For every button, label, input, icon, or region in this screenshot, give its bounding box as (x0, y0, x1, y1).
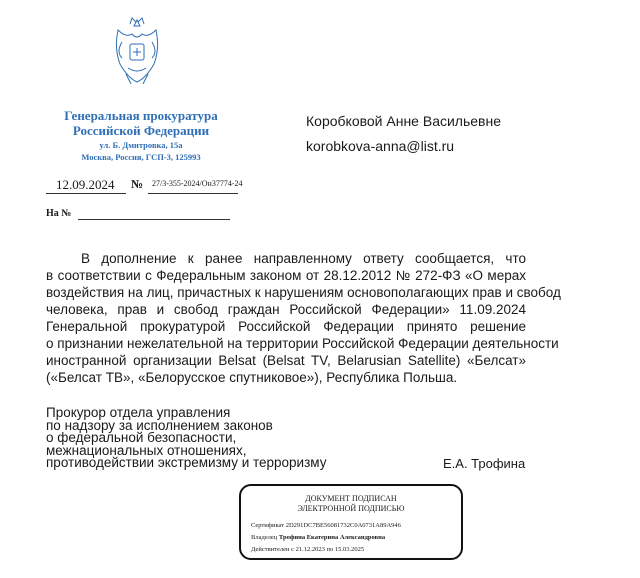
cert-value: 2D291DC7BE56081732C0A0731A89A946 (285, 522, 401, 529)
owner-label: Владелец (251, 534, 278, 541)
reply-to-underline (78, 219, 230, 220)
number-underline (148, 193, 238, 194)
recipient-email: korobkova-anna@list.ru (306, 138, 455, 154)
stamp-validity-row (251, 546, 364, 553)
recipient-name: Коробковой Анне Васильевне (306, 113, 502, 129)
position-line: противодействии экстремизму и терроризму (46, 455, 327, 470)
issuer-organization (56, 108, 226, 138)
stamp-title-line1: ДОКУМЕНТ ПОДПИСАН (305, 494, 397, 503)
valid-from: 21.12.2023 (295, 546, 325, 553)
position-line: о федеральной безопасности, (46, 430, 237, 445)
body-line: в соответствии с Федеральным законом от 28.12.2012 № 272-ФЗ «О мерах (46, 268, 526, 283)
signer-name: Е.А. Трофина (443, 456, 526, 471)
owner-value: Трофина Екатерина Александровна (278, 534, 386, 541)
letter-body (46, 250, 561, 386)
position-line: по надзору за исполнением законов (46, 417, 273, 433)
body-line: иностранной организации Belsat (Belsat TV, Belarusian Satellite) «Белсат» (46, 353, 526, 368)
position-line: межнациональных отношениях, (46, 442, 247, 458)
valid-label: Действителен (251, 546, 290, 553)
document-date: 12.09.2024 (56, 177, 115, 192)
date-underline (46, 193, 126, 194)
valid-to: 15.03.2025 (334, 546, 365, 553)
russian-coat-of-arms-icon (108, 12, 166, 96)
body-line: о признании нежелательной на территории Российской Федерации деятельности (46, 336, 559, 351)
reply-to-label: На № (46, 208, 72, 219)
cert-label: Сертификат (251, 522, 285, 529)
body-line: воздействия на лиц, причастных к нарушениям основополагающих прав и свобод (46, 285, 561, 300)
electronic-signature-stamp (239, 484, 463, 560)
issuer-address-line1: ул. Б. Дмитровка, 15а (99, 140, 183, 150)
outgoing-number: 27/3-355-2024/Он37774-24 (152, 179, 243, 188)
body-line: В дополнение к ранее направленному ответу сообщается, что (81, 251, 526, 266)
body-line: человека, прав и свобод граждан Российской Федерации» 11.09.2024 (46, 302, 526, 317)
valid-to-word: по (326, 546, 334, 553)
issuer-address-line2: Москва, Россия, ГСП-3, 125993 (81, 152, 201, 162)
stamp-certificate-row (251, 522, 401, 529)
valid-from-word: с (291, 546, 294, 553)
stamp-title-line2: ЭЛЕКТРОННОЙ ПОДПИСЬЮ (297, 504, 405, 513)
signer-position (46, 407, 326, 470)
number-label: № (131, 177, 144, 191)
issuer-address (56, 139, 226, 163)
body-line: Генеральной прокуратурой Российской Федерации принято решение (46, 319, 526, 334)
body-line: («Белсат ТВ», «Белорусское спутниковое»), Республика Польша. (46, 370, 458, 385)
issuer-org-line2: Российской Федерации (72, 123, 210, 138)
stamp-owner-row (251, 534, 385, 541)
issuer-org-line1: Генеральная прокуратура (64, 108, 218, 123)
position-line: Прокурор отдела управления (46, 405, 231, 420)
